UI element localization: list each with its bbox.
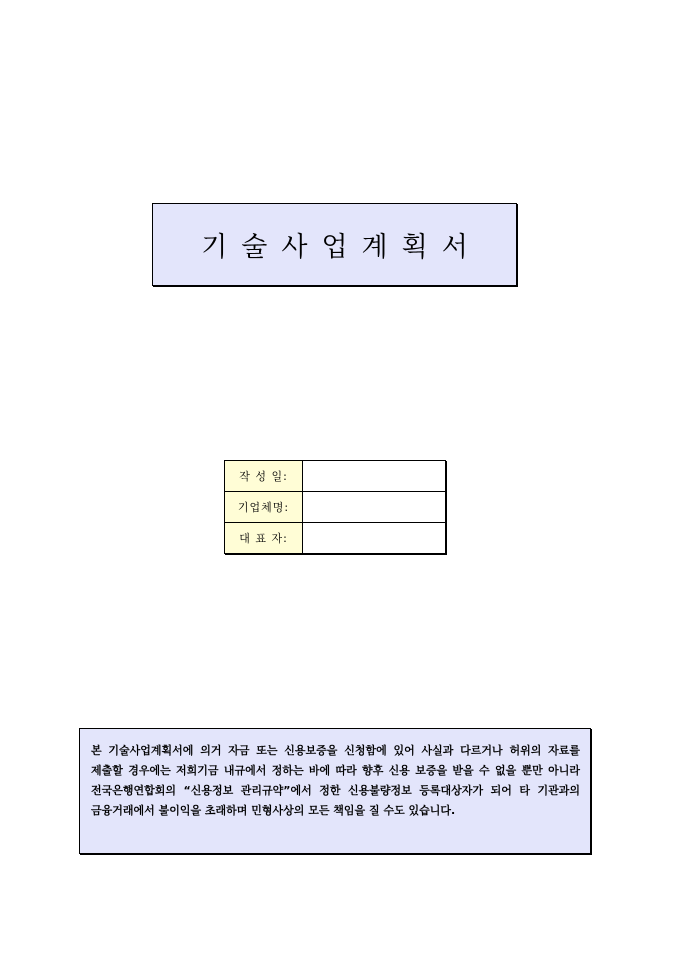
- info-row-representative: [225, 523, 446, 554]
- company-name-label: 기업체명:: [225, 492, 303, 523]
- info-table: [224, 460, 446, 554]
- info-row-company: [225, 492, 446, 523]
- company-name-field[interactable]: [303, 492, 446, 523]
- date-label: 작 성 일:: [225, 461, 303, 492]
- title-box: [152, 203, 517, 286]
- document-title: 기술사업계획서: [201, 232, 482, 263]
- representative-label: 대 표 자:: [225, 523, 303, 554]
- representative-field[interactable]: [303, 523, 446, 554]
- notice-text: 본 기술사업계획서에 의거 자금 또는 신용보증을 신청함에 있어 사실과 다르거나 허위의 자료를 제출할 경우에는 저희기금 내규에서 정하는 바에 따라 향후 신용 보증을 받을 수 없을 뿐만 아니라 전국은행연합회의 “신용정보 관리규약”에서 정한 신용불량정보 등록대상자가 되어 타 기관과의 금융거래에서 불이익을 초래하며 민형사상의 모든 책임을 질 수도 있습니다.: [91, 744, 580, 817]
- info-row-date: [225, 461, 446, 492]
- date-field[interactable]: [303, 461, 446, 492]
- notice-box: [79, 728, 591, 854]
